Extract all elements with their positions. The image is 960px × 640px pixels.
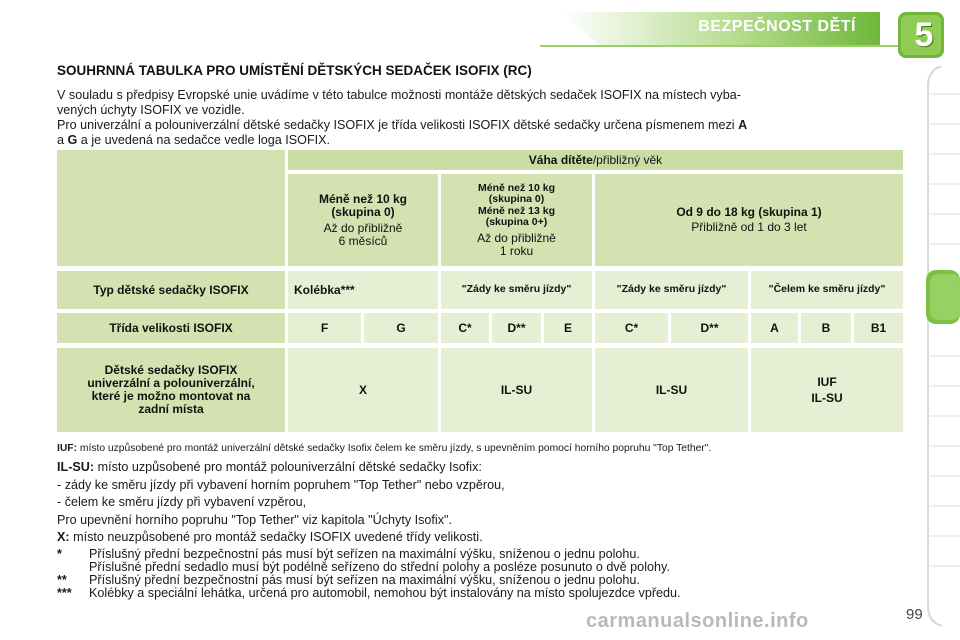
type-front-text: "Čelem ke směru jízdy" <box>768 283 886 296</box>
group-1-age: Přibližně od 1 do 3 let <box>691 220 807 234</box>
group-0-label: (skupina 0) <box>331 204 395 219</box>
footnote-3: Kolébky a speciální lehátka, určená pro automobil, nemohou být instalovány na místo spolujezdce vpředu. <box>89 586 681 600</box>
weight-header <box>288 150 903 170</box>
seat-label-line-2: univerzální a polouniverzální, <box>87 376 255 390</box>
class-cell: C* <box>595 313 668 343</box>
type-cradle <box>288 271 438 309</box>
group-0-header <box>288 174 438 266</box>
seat-value-rear-2: IL-SU <box>595 348 748 432</box>
legend-notes <box>57 460 917 545</box>
type-forward-facing <box>751 271 903 309</box>
x-key: X: <box>57 530 70 545</box>
section-title: SOUHRNNÁ TABULKA PRO UMÍSTĚNÍ DĚTSKÝCH SEDAČEK ISOFIX (RC) <box>57 63 532 78</box>
seat-label-line-1: Dětské sedačky ISOFIX <box>104 363 238 377</box>
group-0plus-line-3: Méně než 13 kg <box>477 204 556 217</box>
seat-value-rear-1: IL-SU <box>441 348 592 432</box>
page-number: 99 <box>906 606 923 623</box>
seat-row-label <box>57 348 285 432</box>
ilsu-bullet-2: - čelem ke směru jízdy při vybavení vzpěrou, <box>57 495 307 510</box>
footnote-1-b: Příslušné přední sedadlo musí být podélně seřízeno do střední polohy a posléze posunuto o dvě polohy. <box>89 560 670 574</box>
class-cell: G <box>364 313 438 343</box>
type-cradle-text: Kolébka*** <box>294 282 355 297</box>
x-text: místo neuzpůsobené pro montáž sedačky ISOFIX uvedené třídy velikosti. <box>69 530 483 545</box>
chapter-tabs <box>924 66 960 626</box>
seat-label-line-3: které je možno montovat na <box>91 389 251 403</box>
class-cell: A <box>751 313 798 343</box>
letter-g: G <box>67 132 78 147</box>
table-corner-cell <box>57 150 285 266</box>
ilsu-key: IL-SU: <box>57 460 95 474</box>
class-cell: B <box>801 313 851 343</box>
group-0plus-line-4: (skupina 0+) <box>485 216 548 228</box>
group-0plus-header <box>441 174 592 266</box>
type-rear-facing-2 <box>595 271 748 309</box>
intro-line-1: V souladu s předpisy Evropské unie uvádíme v této tabulce možnosti montáže dětských sedaček ISOFIX na místech vyba- <box>57 88 741 102</box>
class-cell: E <box>544 313 592 343</box>
ilsu-text: místo uzpůsobené pro montáž polouniverzální dětské sedačky Isofix: <box>94 460 482 474</box>
footnote-mark-1: * <box>57 547 62 561</box>
class-cell: D** <box>492 313 541 343</box>
group-0-weight: Méně než 10 kg <box>318 191 408 206</box>
footnote-2: Příslušný přední bezpečnostní pás musí být seřízen na maximální výšku, sníženou o jednu polohu. <box>89 573 640 587</box>
weight-header-bold: Váha dítěte <box>528 152 593 167</box>
letter-a: A <box>738 118 748 132</box>
group-0-age-2: 6 měsíců <box>338 233 388 248</box>
class-cell: D** <box>671 313 748 343</box>
seat-value-cradle: X <box>288 348 438 432</box>
weight-header-rest: /přibližný věk <box>592 152 663 167</box>
iuf-key: IUF: <box>57 443 78 454</box>
watermark: carmanualsonline.info <box>586 610 809 632</box>
footnote-mark-2: ** <box>57 573 67 587</box>
group-1-header <box>595 174 903 266</box>
class-row-label-text: Třída velikosti ISOFIX <box>109 320 233 335</box>
type-rear-facing-1 <box>441 271 592 309</box>
class-cell: C* <box>441 313 489 343</box>
class-row-label <box>57 313 285 343</box>
class-cell: F <box>288 313 361 343</box>
footnote-mark-3: *** <box>57 586 72 600</box>
group-0plus-age-1: Až do přibližně <box>477 230 556 245</box>
seat-label-line-4: zadní místa <box>138 402 204 416</box>
intro-paragraph-1 <box>57 88 907 117</box>
intro-paragraph-2 <box>57 118 907 147</box>
page-header <box>0 0 960 60</box>
footnotes <box>57 548 917 600</box>
ilsu-bullet-1: - zády ke směru jízdy při vybavení horním popruhem "Top Tether" nebo vzpěrou, <box>57 477 505 492</box>
intro-p2-a: a <box>57 132 68 147</box>
type-rear-1-text: "Zády ke směru jízdy" <box>461 283 572 296</box>
intro-p2-end: a je uvedená na sedačce vedle loga ISOFIX. <box>77 132 331 147</box>
intro-p2-text: Pro univerzální a polouniverzální dětské sedačky ISOFIX je třída velikosti ISOFIX dětské sedačky určena písmenem mezi <box>57 118 739 132</box>
intro-line-2: vených úchyty ISOFIX ve vozidle. <box>57 102 245 117</box>
seat-value-forward <box>751 348 903 432</box>
type-row-label-text: Typ dětské sedačky ISOFIX <box>93 282 249 297</box>
chapter-number-badge: 5 <box>914 16 934 54</box>
iuf-text: místo uzpůsobené pro montáž univerzální dětské sedačky Isofix čelem ke směru jízdy, s upevněním pomocí horního popruhu "Top Tether". <box>77 443 712 454</box>
seat-value-iuf: IUF <box>817 375 837 389</box>
iuf-note <box>57 443 711 454</box>
type-rear-2-text: "Zády ke směru jízdy" <box>616 283 727 296</box>
group-1-weight: Od 9 do 18 kg (skupina 1) <box>676 205 822 219</box>
group-0plus-line-1: Méně než 10 kg <box>477 181 556 194</box>
footnote-1-a: Příslušný přední bezpečnostní pás musí být seřízen na maximální výšku, sníženou o jednu polohu. <box>89 547 640 561</box>
tether-note: Pro upevnění horního popruhu "Top Tether" viz kapitola "Úchyty Isofix". <box>57 512 452 527</box>
group-0-age-1: Až do přibližně <box>323 220 403 235</box>
type-row-label <box>57 271 285 309</box>
seat-value-ilsu: IL-SU <box>811 391 843 405</box>
group-0plus-line-2: (skupina 0) <box>488 193 545 205</box>
group-0plus-age-2: 1 roku <box>499 243 534 258</box>
chapter-title: BEZPEČNOST DĚTÍ <box>698 18 856 35</box>
class-cell: B1 <box>854 313 903 343</box>
